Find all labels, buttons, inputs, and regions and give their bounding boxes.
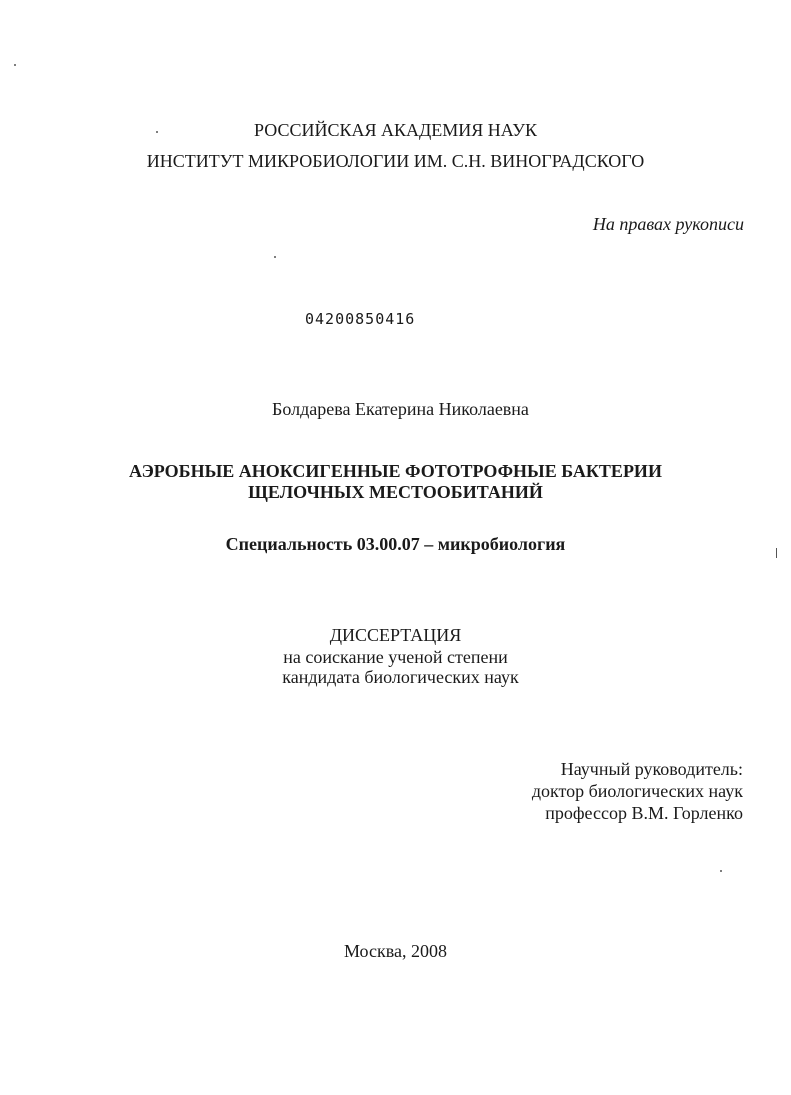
document-type: ДИССЕРТАЦИЯ xyxy=(329,625,462,645)
scan-speck xyxy=(14,64,16,66)
scan-speck xyxy=(720,870,722,872)
scan-speck xyxy=(274,256,276,258)
supervisor-degree: доктор биологических наук xyxy=(531,781,743,801)
degree-purpose: на соискание ученой степени xyxy=(283,647,508,667)
degree-level: кандидата биологических наук xyxy=(282,667,519,687)
place-and-year: Москва, 2008 xyxy=(344,941,447,961)
author-name: Болдарева Екатерина Николаевна xyxy=(272,399,529,419)
specialty: Специальность 03.00.07 – микробиология xyxy=(225,534,566,554)
catalog-number: 04200850416 xyxy=(305,310,416,328)
supervisor-label: Научный руководитель: xyxy=(560,759,743,779)
scan-speck xyxy=(156,131,158,133)
scan-speck xyxy=(776,548,777,558)
rights-note: На правах рукописи xyxy=(592,214,744,234)
institute-name: ИНСТИТУТ МИКРОБИОЛОГИИ ИМ. С.Н. ВИНОГРАДСКОГО xyxy=(146,151,645,171)
supervisor-block xyxy=(532,758,743,824)
academy-name: РОССИЙСКАЯ АКАДЕМИЯ НАУК xyxy=(254,120,537,140)
dissertation-title-line-1: АЭРОБНЫЕ АНОКСИГЕННЫЕ ФОТОТРОФНЫЕ БАКТЕРИИ xyxy=(129,461,662,481)
supervisor-name: профессор В.М. Горленко xyxy=(545,803,743,823)
dissertation-title-line-2: ЩЕЛОЧНЫХ МЕСТООБИТАНИЙ xyxy=(248,482,543,502)
